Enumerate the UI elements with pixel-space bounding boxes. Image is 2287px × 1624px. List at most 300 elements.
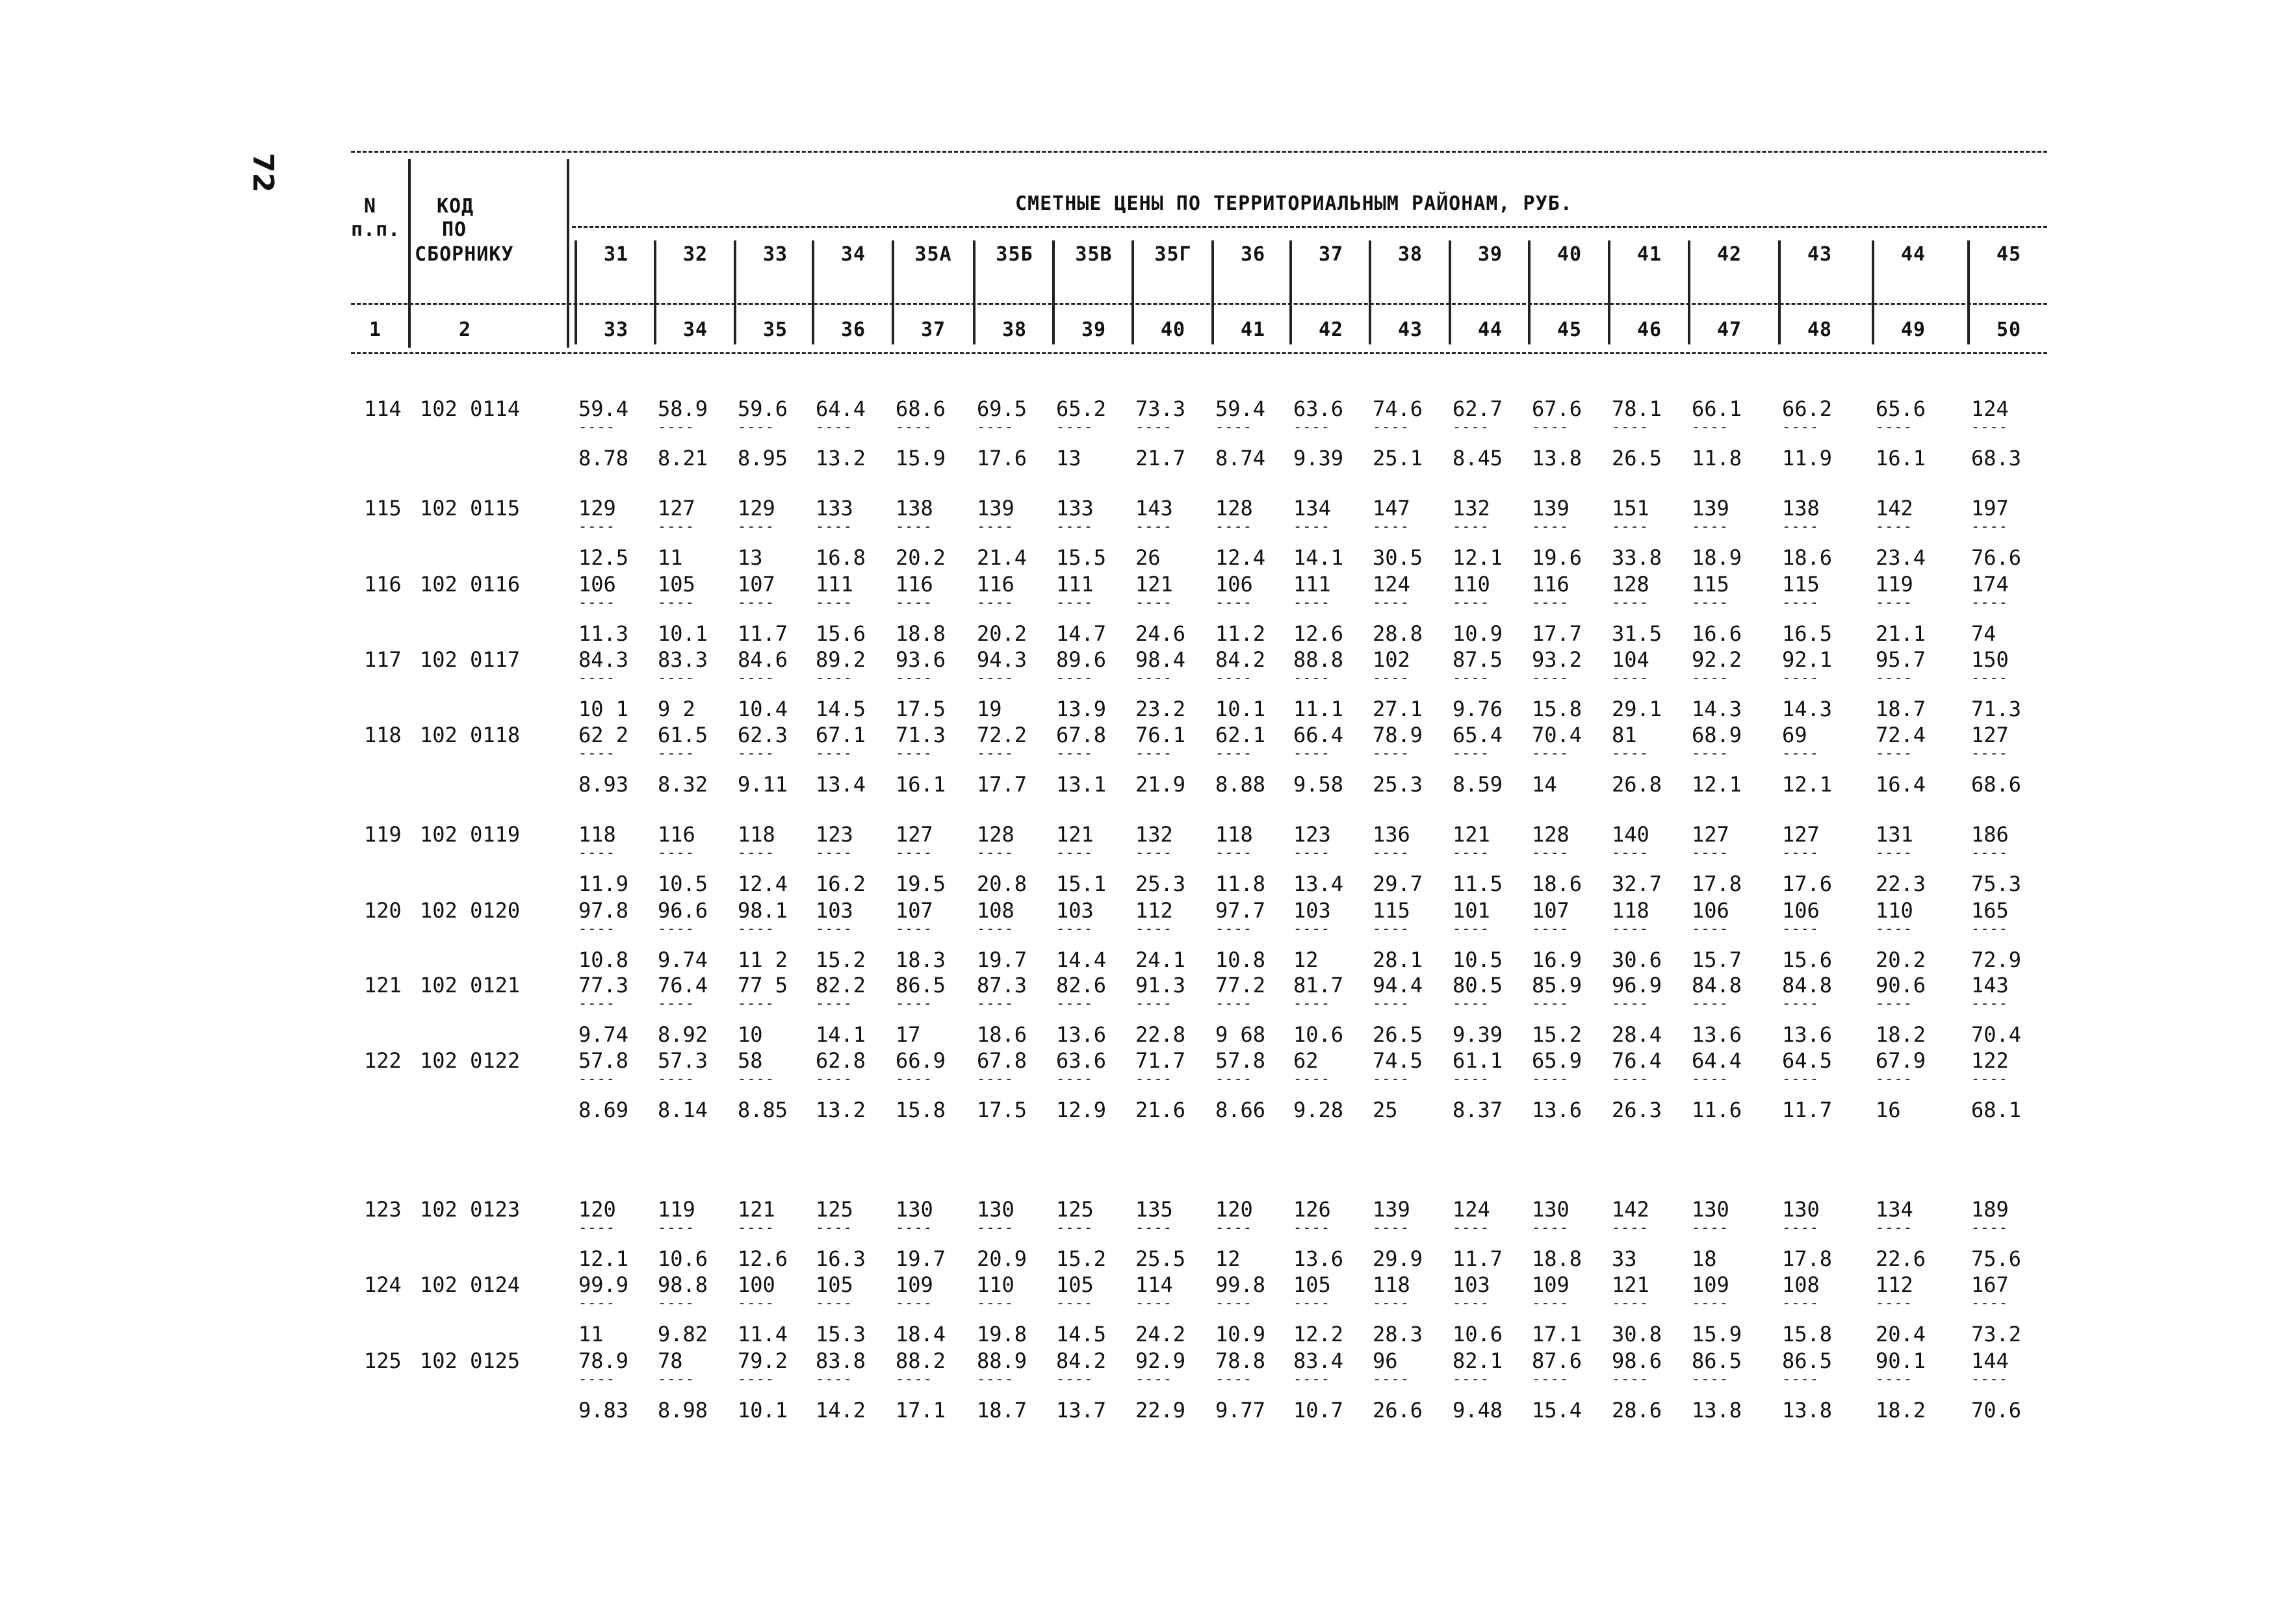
- price-bottom: 14.7: [1056, 621, 1107, 646]
- price-top: 88.2: [896, 1348, 946, 1373]
- price-top: 82.6: [1056, 973, 1107, 998]
- price-bottom: 75.6: [1971, 1246, 2022, 1271]
- price-bottom: 9.39: [1453, 1022, 1503, 1047]
- price-top: 197: [1971, 496, 2009, 521]
- price-top: 189: [1971, 1197, 2009, 1222]
- price-top: 125: [1056, 1197, 1094, 1222]
- price-top: 139: [977, 496, 1014, 521]
- fraction-bar: ----: [1612, 921, 1649, 937]
- price-bottom: 8.21: [658, 446, 708, 470]
- fraction-bar: ----: [896, 1295, 933, 1311]
- price-bottom: 11.7: [1453, 1246, 1503, 1271]
- fraction-bar: ----: [816, 670, 853, 686]
- column-divider: [1528, 240, 1531, 344]
- price-bottom: 20.2: [977, 621, 1027, 646]
- column-divider: [1449, 240, 1451, 344]
- price-bottom: 10.9: [1453, 621, 1503, 646]
- fraction-bar: ----: [1056, 921, 1093, 937]
- price-bottom: 13.2: [816, 1098, 866, 1122]
- fraction-bar: ----: [578, 1220, 615, 1236]
- price-top: 79.2: [738, 1348, 788, 1373]
- price-top: 130: [1782, 1197, 1820, 1222]
- price-bottom: 9 68: [1215, 1022, 1266, 1047]
- fraction-bar: ----: [1056, 595, 1093, 611]
- price-bottom: 70.4: [1971, 1022, 2022, 1047]
- price-bottom: 11: [578, 1322, 604, 1347]
- fraction-bar: ----: [816, 996, 853, 1012]
- price-bottom: 25.1: [1373, 446, 1423, 470]
- price-bottom: 76.6: [1971, 545, 2022, 570]
- price-bottom: 13.6: [1056, 1022, 1107, 1047]
- price-bottom: 13.6: [1782, 1022, 1833, 1047]
- price-top: 128: [1532, 822, 1570, 847]
- price-bottom: 12.6: [1293, 621, 1344, 646]
- fraction-bar: ----: [1135, 921, 1172, 937]
- fraction-bar: ----: [658, 1220, 695, 1236]
- fraction-bar: ----: [1056, 519, 1093, 535]
- price-top: 116: [1532, 572, 1570, 597]
- price-top: 128: [1215, 496, 1253, 521]
- price-bottom: 10.1: [738, 1398, 788, 1423]
- fraction-bar: ----: [1056, 419, 1093, 435]
- fraction-bar: ----: [1612, 1071, 1649, 1087]
- price-bottom: 18: [1692, 1246, 1717, 1271]
- fraction-bar: ----: [578, 1371, 615, 1387]
- fraction-bar: ----: [1782, 595, 1819, 611]
- price-bottom: 9.48: [1453, 1398, 1503, 1423]
- price-top: 92.9: [1135, 1348, 1186, 1373]
- column-number: 38: [1001, 318, 1027, 341]
- price-bottom: 17.7: [1532, 621, 1583, 646]
- fraction-bar: ----: [738, 595, 775, 611]
- fraction-bar: ----: [896, 996, 933, 1012]
- price-top: 59.4: [578, 396, 629, 421]
- price-top: 98.8: [658, 1272, 708, 1297]
- price-bottom: 20.8: [977, 871, 1027, 896]
- price-top: 118: [738, 822, 775, 847]
- fraction-bar: ----: [1293, 921, 1330, 937]
- price-bottom: 15.3: [816, 1322, 866, 1347]
- price-bottom: 28.3: [1373, 1322, 1423, 1347]
- fraction-bar: ----: [816, 745, 853, 762]
- price-bottom: 12: [1293, 947, 1319, 972]
- price-bottom: 14.1: [1293, 545, 1344, 570]
- price-top: 118: [1612, 898, 1649, 923]
- price-bottom: 10.8: [1215, 947, 1266, 972]
- fraction-bar: ----: [1612, 670, 1649, 686]
- row-number: 115: [364, 496, 402, 521]
- price-bottom: 15.6: [1782, 947, 1833, 972]
- price-bottom: 16.1: [896, 772, 946, 797]
- price-bottom: 26.5: [1612, 446, 1662, 470]
- header-col-index-2: 2: [459, 318, 472, 341]
- price-bottom: 10.6: [1453, 1322, 1503, 1347]
- price-top: 91.3: [1135, 973, 1186, 998]
- fraction-bar: ----: [1135, 419, 1172, 435]
- price-top: 59.6: [738, 396, 788, 421]
- fraction-bar: ----: [658, 745, 695, 762]
- price-bottom: 9.28: [1293, 1098, 1344, 1122]
- fraction-bar: ----: [1135, 1071, 1172, 1087]
- price-bottom: 11.9: [578, 871, 629, 896]
- price-top: 61.1: [1453, 1048, 1503, 1073]
- price-bottom: 33: [1612, 1246, 1637, 1271]
- price-bottom: 33.8: [1612, 545, 1662, 570]
- fraction-bar: ----: [1135, 845, 1172, 861]
- price-top: 63.6: [1293, 396, 1344, 421]
- fraction-bar: ----: [1373, 1295, 1410, 1311]
- fraction-bar: ----: [1532, 1071, 1569, 1087]
- price-top: 119: [1876, 572, 1913, 597]
- fraction-bar: ----: [1532, 845, 1569, 861]
- price-top: 130: [1532, 1197, 1570, 1222]
- price-top: 130: [977, 1197, 1014, 1222]
- fraction-bar: ----: [1971, 921, 2008, 937]
- column-divider: [892, 240, 894, 344]
- row-number: 120: [364, 898, 402, 923]
- district-header: 35А: [914, 243, 952, 266]
- fraction-bar: ----: [1135, 1220, 1172, 1236]
- fraction-bar: ----: [1373, 519, 1410, 535]
- fraction-bar: ----: [1612, 595, 1649, 611]
- price-top: 140: [1612, 822, 1649, 847]
- price-bottom: 24.6: [1135, 621, 1186, 646]
- price-top: 110: [1453, 572, 1490, 597]
- fraction-bar: ----: [1612, 1371, 1649, 1387]
- row-number: 117: [364, 647, 402, 672]
- fraction-bar: ----: [738, 1295, 775, 1311]
- price-top: 86.5: [1692, 1348, 1742, 1373]
- page-number: 72: [246, 153, 279, 193]
- price-bottom: 8.32: [658, 772, 708, 797]
- fraction-bar: ----: [816, 1220, 853, 1236]
- price-top: 96.6: [658, 898, 708, 923]
- price-top: 111: [816, 572, 853, 597]
- price-top: 98.4: [1135, 647, 1186, 672]
- fraction-bar: ----: [1692, 996, 1729, 1012]
- fraction-bar: ----: [816, 595, 853, 611]
- price-top: 85.9: [1532, 973, 1583, 998]
- price-top: 96.9: [1612, 973, 1662, 998]
- price-top: 95.7: [1876, 647, 1926, 672]
- fraction-bar: ----: [1532, 921, 1569, 937]
- price-top: 72.4: [1876, 723, 1926, 747]
- price-top: 165: [1971, 898, 2009, 923]
- price-top: 65.2: [1056, 396, 1107, 421]
- price-top: 87.6: [1532, 1348, 1583, 1373]
- price-bottom: 13.8: [1532, 446, 1583, 470]
- fraction-bar: ----: [1373, 670, 1410, 686]
- fraction-bar: ----: [816, 1071, 853, 1087]
- fraction-bar: ----: [1692, 1220, 1729, 1236]
- price-bottom: 13.6: [1692, 1022, 1742, 1047]
- fraction-bar: ----: [1056, 745, 1093, 762]
- price-top: 81: [1612, 723, 1637, 747]
- fraction-bar: ----: [1612, 1220, 1649, 1236]
- price-top: 136: [1373, 822, 1410, 847]
- price-bottom: 25: [1373, 1098, 1398, 1122]
- fraction-bar: ----: [1782, 1220, 1819, 1236]
- column-number: 50: [1996, 318, 2022, 341]
- price-top: 112: [1135, 898, 1173, 923]
- fraction-bar: ----: [1876, 419, 1913, 435]
- price-bottom: 30.5: [1373, 545, 1423, 570]
- price-bottom: 10.6: [658, 1246, 708, 1271]
- fraction-bar: ----: [1532, 670, 1569, 686]
- price-bottom: 15.2: [1532, 1022, 1583, 1047]
- price-bottom: 71.3: [1971, 697, 2022, 721]
- fraction-bar: ----: [1692, 1071, 1729, 1087]
- price-top: 68.9: [1692, 723, 1742, 747]
- price-bottom: 8.74: [1215, 446, 1266, 470]
- row-code: 102 0120: [420, 898, 521, 923]
- price-top: 64.5: [1782, 1048, 1833, 1073]
- price-bottom: 68.3: [1971, 446, 2022, 470]
- fraction-bar: ----: [1056, 670, 1093, 686]
- price-bottom: 26.5: [1373, 1022, 1423, 1047]
- price-bottom: 19.6: [1532, 545, 1583, 570]
- price-bottom: 9.77: [1215, 1398, 1266, 1423]
- price-bottom: 8.59: [1453, 772, 1503, 797]
- fraction-bar: ----: [1293, 670, 1330, 686]
- row-number: 116: [364, 572, 402, 597]
- district-header: 33: [762, 243, 788, 266]
- column-number: 37: [920, 318, 946, 341]
- column-number: 45: [1557, 318, 1583, 341]
- column-divider: [1778, 240, 1781, 344]
- price-top: 80.5: [1453, 973, 1503, 998]
- column-number: 35: [762, 318, 788, 341]
- price-top: 87.5: [1453, 647, 1503, 672]
- price-bottom: 31.5: [1612, 621, 1662, 646]
- price-top: 123: [816, 822, 853, 847]
- fraction-bar: ----: [896, 595, 933, 611]
- price-top: 120: [578, 1197, 616, 1222]
- fraction-bar: ----: [1056, 1071, 1093, 1087]
- price-top: 84.6: [738, 647, 788, 672]
- price-bottom: 11.4: [738, 1322, 788, 1347]
- price-bottom: 16.9: [1532, 947, 1583, 972]
- price-top: 102: [1373, 647, 1410, 672]
- district-header: 32: [682, 243, 708, 266]
- fraction-bar: ----: [1293, 745, 1330, 762]
- price-top: 134: [1876, 1197, 1913, 1222]
- price-top: 73.3: [1135, 396, 1186, 421]
- fraction-bar: ----: [1293, 595, 1330, 611]
- fraction-bar: ----: [1692, 1371, 1729, 1387]
- price-bottom: 19.7: [896, 1246, 946, 1271]
- fraction-bar: ----: [977, 1071, 1014, 1087]
- district-header: 31: [603, 243, 629, 266]
- price-top: 127: [658, 496, 695, 521]
- price-top: 103: [1293, 898, 1331, 923]
- fraction-bar: ----: [1692, 1295, 1729, 1311]
- price-bottom: 8.93: [578, 772, 629, 797]
- price-bottom: 11.8: [1215, 871, 1266, 896]
- price-bottom: 11.1: [1293, 697, 1344, 721]
- fraction-bar: ----: [658, 419, 695, 435]
- price-bottom: 11 2: [738, 947, 788, 972]
- price-bottom: 14.3: [1692, 697, 1742, 721]
- fraction-bar: ----: [578, 745, 615, 762]
- fraction-bar: ----: [1373, 595, 1410, 611]
- price-bottom: 11.8: [1692, 446, 1742, 470]
- fraction-bar: ----: [1971, 1071, 2008, 1087]
- price-bottom: 26.8: [1612, 772, 1662, 797]
- fraction-bar: ----: [1453, 1220, 1490, 1236]
- price-top: 92.2: [1692, 647, 1742, 672]
- price-bottom: 14.5: [1056, 1322, 1107, 1347]
- row-number: 121: [364, 973, 402, 998]
- district-header: 43: [1807, 243, 1833, 266]
- price-bottom: 11.7: [1782, 1098, 1833, 1122]
- price-top: 97.7: [1215, 898, 1266, 923]
- price-bottom: 18.6: [1532, 871, 1583, 896]
- price-top: 186: [1971, 822, 2009, 847]
- fraction-bar: ----: [1453, 419, 1490, 435]
- price-top: 105: [1293, 1272, 1331, 1297]
- price-bottom: 8.95: [738, 446, 788, 470]
- price-top: 138: [896, 496, 933, 521]
- fraction-bar: ----: [977, 1295, 1014, 1311]
- fraction-bar: ----: [896, 1071, 933, 1087]
- fraction-bar: ----: [1612, 1295, 1649, 1311]
- row-number: 123: [364, 1197, 402, 1222]
- fraction-bar: ----: [738, 419, 775, 435]
- fraction-bar: ----: [1782, 845, 1819, 861]
- price-top: 66.9: [896, 1048, 946, 1073]
- fraction-bar: ----: [1876, 921, 1913, 937]
- price-top: 135: [1135, 1197, 1173, 1222]
- price-top: 81.7: [1293, 973, 1344, 998]
- fraction-bar: ----: [1612, 519, 1649, 535]
- price-bottom: 16.4: [1876, 772, 1926, 797]
- fraction-bar: ----: [658, 1371, 695, 1387]
- price-top: 93.6: [896, 647, 946, 672]
- fraction-bar: ----: [738, 921, 775, 937]
- header-code-label-3: СБОРНИКУ: [415, 243, 514, 266]
- fraction-bar: ----: [738, 845, 775, 861]
- fraction-bar: ----: [658, 996, 695, 1012]
- fraction-bar: ----: [1876, 745, 1913, 762]
- price-top: 118: [578, 822, 616, 847]
- price-top: 100: [738, 1272, 775, 1297]
- header-top-rule: [351, 151, 2047, 153]
- price-top: 133: [816, 496, 853, 521]
- fraction-bar: ----: [1971, 996, 2008, 1012]
- column-divider: [654, 240, 656, 344]
- price-bottom: 14.3: [1782, 697, 1833, 721]
- price-top: 121: [1612, 1272, 1649, 1297]
- price-bottom: 15.4: [1532, 1398, 1583, 1423]
- fraction-bar: ----: [1293, 1071, 1330, 1087]
- price-top: 72.2: [977, 723, 1027, 747]
- fraction-bar: ----: [896, 419, 933, 435]
- fraction-bar: ----: [738, 1371, 775, 1387]
- fraction-bar: ----: [816, 921, 853, 937]
- price-top: 103: [816, 898, 853, 923]
- price-top: 62.8: [816, 1048, 866, 1073]
- price-bottom: 13.6: [1532, 1098, 1583, 1122]
- fraction-bar: ----: [1215, 1071, 1252, 1087]
- district-header: 42: [1716, 243, 1742, 266]
- price-top: 77.3: [578, 973, 629, 998]
- fraction-bar: ----: [578, 595, 615, 611]
- price-top: 94.4: [1373, 973, 1423, 998]
- price-bottom: 10.5: [1453, 947, 1503, 972]
- row-code: 102 0116: [420, 572, 521, 597]
- price-bottom: 12.4: [1215, 545, 1266, 570]
- price-top: 89.2: [816, 647, 866, 672]
- fraction-bar: ----: [1215, 595, 1252, 611]
- header-divider-1: [408, 159, 411, 348]
- price-bottom: 8.69: [578, 1098, 629, 1122]
- fraction-bar: ----: [977, 996, 1014, 1012]
- price-top: 116: [896, 572, 933, 597]
- price-top: 109: [1532, 1272, 1570, 1297]
- price-bottom: 10.7: [1293, 1398, 1344, 1423]
- price-top: 64.4: [1692, 1048, 1742, 1073]
- price-top: 107: [1532, 898, 1570, 923]
- column-number: 47: [1716, 318, 1742, 341]
- fraction-bar: ----: [816, 845, 853, 861]
- row-number: 118: [364, 723, 402, 747]
- fraction-bar: ----: [658, 921, 695, 937]
- price-top: 115: [1692, 572, 1729, 597]
- price-top: 139: [1373, 1197, 1410, 1222]
- fraction-bar: ----: [1782, 1071, 1819, 1087]
- price-bottom: 16.8: [816, 545, 866, 570]
- price-bottom: 12.4: [738, 871, 788, 896]
- row-number: 124: [364, 1272, 402, 1297]
- price-bottom: 15.8: [1532, 697, 1583, 721]
- price-bottom: 15.8: [896, 1098, 946, 1122]
- price-bottom: 14.2: [816, 1398, 866, 1423]
- price-top: 88.9: [977, 1348, 1027, 1373]
- fraction-bar: ----: [1876, 519, 1913, 535]
- row-code: 102 0123: [420, 1197, 521, 1222]
- price-top: 78.1: [1612, 396, 1662, 421]
- fraction-bar: ----: [816, 519, 853, 535]
- column-divider: [1289, 240, 1292, 344]
- price-top: 147: [1373, 496, 1410, 521]
- fraction-bar: ----: [1135, 595, 1172, 611]
- price-top: 67.8: [977, 1048, 1027, 1073]
- price-bottom: 11.6: [1692, 1098, 1742, 1122]
- price-bottom: 28.1: [1373, 947, 1423, 972]
- price-top: 125: [816, 1197, 853, 1222]
- price-bottom: 9.39: [1293, 446, 1344, 470]
- price-bottom: 17.6: [1782, 871, 1833, 896]
- column-number: 48: [1807, 318, 1833, 341]
- fraction-bar: ----: [578, 845, 615, 861]
- price-bottom: 10.1: [658, 621, 708, 646]
- column-divider: [1688, 240, 1690, 344]
- price-top: 84.3: [578, 647, 629, 672]
- price-top: 67.9: [1876, 1048, 1926, 1073]
- header-code-label-2: ПО: [442, 218, 467, 241]
- price-bottom: 16.5: [1782, 621, 1833, 646]
- fraction-bar: ----: [816, 1371, 853, 1387]
- fraction-bar: ----: [1692, 845, 1729, 861]
- price-top: 129: [578, 496, 616, 521]
- price-bottom: 8.66: [1215, 1098, 1266, 1122]
- price-bottom: 15.9: [1692, 1322, 1742, 1347]
- price-bottom: 12.6: [738, 1246, 788, 1271]
- price-top: 58: [738, 1048, 763, 1073]
- price-bottom: 26.6: [1373, 1398, 1423, 1423]
- price-bottom: 11.3: [578, 621, 629, 646]
